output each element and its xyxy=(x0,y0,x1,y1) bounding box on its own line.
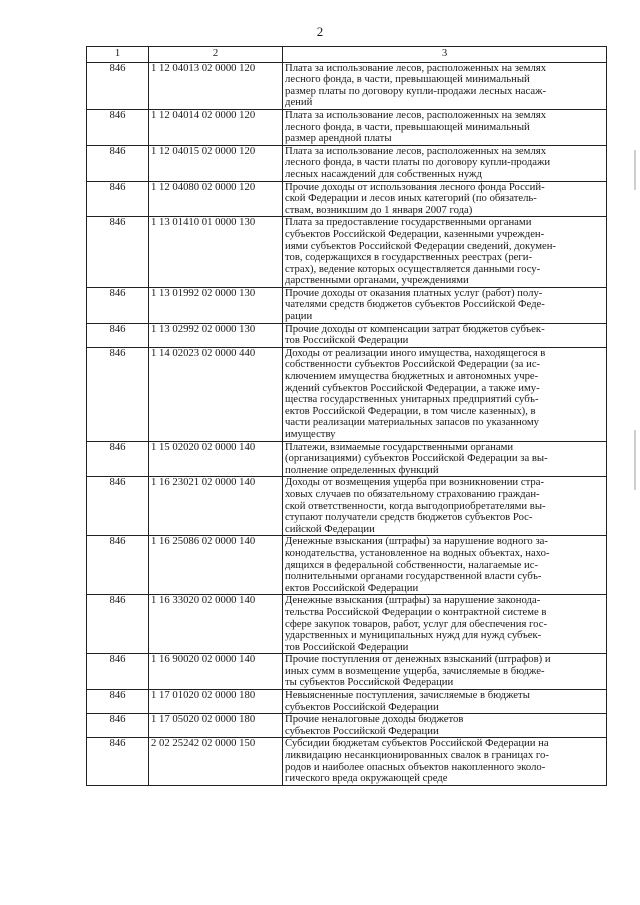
table-row xyxy=(87,738,607,785)
agency-code-cell: 846 xyxy=(87,654,149,690)
page-number: 2 xyxy=(316,24,324,39)
budget-classification-code-cell: 1 12 04014 02 0000 120 xyxy=(149,109,283,145)
scan-edge-mark xyxy=(634,430,636,490)
revenue-description-cell xyxy=(283,738,607,785)
agency-code-cell: 846 xyxy=(87,109,149,145)
agency-code-cell: 846 xyxy=(87,714,149,738)
revenue-description-cell xyxy=(283,323,607,347)
revenue-description-cell xyxy=(283,595,607,654)
agency-code-cell: 846 xyxy=(87,287,149,323)
description-line: ской Федерации и лесов иных категорий (по обязатель- xyxy=(285,192,537,205)
description-line: конодательства, установленное на водных объектах, нахо- xyxy=(285,546,550,559)
revenue-description-cell xyxy=(283,181,607,217)
revenue-description-cell xyxy=(283,109,607,145)
description-line: Прочие доходы от оказания платных услуг (работ) полу- xyxy=(285,286,543,299)
description-line: дящихся в федеральной собственности, налагаемые ис- xyxy=(285,558,539,571)
table-row xyxy=(87,595,607,654)
budget-classification-code-cell: 1 15 02020 02 0000 140 xyxy=(149,441,283,477)
description-line: Прочие доходы от использования лесного фонда Россий- xyxy=(285,180,545,193)
description-line: полнение определенных функций xyxy=(285,463,439,476)
agency-code-cell: 846 xyxy=(87,536,149,595)
description-line: лесного фонда, в части, превышающей минимальный xyxy=(285,120,530,133)
table-row xyxy=(87,109,607,145)
budget-classification-code-cell: 1 16 23021 02 0000 140 xyxy=(149,477,283,536)
description-line: гического вреда окружающей среде xyxy=(285,772,448,785)
table-header-row xyxy=(87,47,607,63)
scan-edge-mark xyxy=(634,150,636,190)
agency-code-cell: 846 xyxy=(87,595,149,654)
revenue-description-cell xyxy=(283,62,607,109)
revenue-description-cell xyxy=(283,287,607,323)
description-line: субъектов Российской Федерации, казенными учрежден- xyxy=(285,227,545,240)
agency-code-cell: 846 xyxy=(87,181,149,217)
description-line: тов Российской Федерации xyxy=(285,640,409,653)
description-line: щества государственных унитарных предприятий субъ- xyxy=(285,393,539,406)
budget-classification-code-cell: 1 17 05020 02 0000 180 xyxy=(149,714,283,738)
budget-classification-code-cell: 1 16 25086 02 0000 140 xyxy=(149,536,283,595)
description-line: сфере закупок товаров, работ, услуг для обеспечения гос- xyxy=(285,617,548,630)
description-line: ствам, возникшим до 1 января 2007 года) xyxy=(285,203,473,216)
budget-classification-code-cell: 1 12 04015 02 0000 120 xyxy=(149,145,283,181)
description-line: субъектов Российской Федерации xyxy=(285,724,439,737)
revenue-description-cell xyxy=(283,217,607,288)
description-line: Невыясненные поступления, зачисляемые в бюджеты xyxy=(285,689,530,702)
description-line: иями субъектов Российской Федерации сведений, докумен- xyxy=(285,239,556,252)
agency-code-cell: 846 xyxy=(87,347,149,441)
column-header: 1 xyxy=(87,47,149,63)
budget-classification-code-cell: 1 12 04013 02 0000 120 xyxy=(149,62,283,109)
description-line: Плата за использование лесов, расположенных на землях xyxy=(285,108,547,121)
table-row xyxy=(87,714,607,738)
description-line: (организациями) субъектов Российской Федерации за вы- xyxy=(285,452,548,465)
description-line: Прочие неналоговые доходы бюджетов xyxy=(285,713,464,726)
description-line: Плата за использование лесов, расположенных на землях xyxy=(285,144,547,157)
description-line: тельства Российской Федерации о контрактной системе в xyxy=(285,605,547,618)
budget-classification-code-cell: 1 12 04080 02 0000 120 xyxy=(149,181,283,217)
table-row xyxy=(87,181,607,217)
revenue-description-cell xyxy=(283,536,607,595)
budget-classification-code-cell: 2 02 25242 02 0000 150 xyxy=(149,738,283,785)
description-line: лесного фонда, в части, превышающей минимальный xyxy=(285,73,530,86)
table-row xyxy=(87,690,607,714)
revenue-description-cell xyxy=(283,654,607,690)
description-line: лесных насаждений для собственных нужд xyxy=(285,167,482,180)
description-line: ской ответственности, когда выгодоприобретателями вы- xyxy=(285,499,546,512)
description-line: сийской Федерации xyxy=(285,522,375,535)
description-line: дений xyxy=(285,96,313,109)
revenue-description-cell xyxy=(283,690,607,714)
table-row xyxy=(87,62,607,109)
agency-code-cell: 846 xyxy=(87,62,149,109)
table-row xyxy=(87,477,607,536)
agency-code-cell: 846 xyxy=(87,323,149,347)
description-line: субъектов Российской Федерации xyxy=(285,700,439,713)
table-row xyxy=(87,217,607,288)
description-line: размер арендной платы xyxy=(285,132,392,145)
agency-code-cell: 846 xyxy=(87,145,149,181)
agency-code-cell: 846 xyxy=(87,217,149,288)
agency-code-cell: 846 xyxy=(87,477,149,536)
budget-classification-code-cell: 1 13 01410 01 0000 130 xyxy=(149,217,283,288)
description-line: Прочие поступления от денежных взысканий (штрафов) и xyxy=(285,653,551,666)
table-row xyxy=(87,287,607,323)
budget-codes-table xyxy=(86,46,607,786)
agency-code-cell: 846 xyxy=(87,738,149,785)
table-row xyxy=(87,654,607,690)
column-header: 2 xyxy=(149,47,283,63)
revenue-description-cell xyxy=(283,714,607,738)
budget-classification-code-cell: 1 13 01992 02 0000 130 xyxy=(149,287,283,323)
description-line: чателями средств бюджетов субъектов Российской Феде- xyxy=(285,298,545,311)
column-header: 3 xyxy=(283,47,607,63)
budget-classification-code-cell: 1 13 02992 02 0000 130 xyxy=(149,323,283,347)
description-line: ховых случаев по обязательному страхованию граждан- xyxy=(285,487,540,500)
revenue-description-cell xyxy=(283,477,607,536)
revenue-description-cell xyxy=(283,441,607,477)
description-line: Денежные взыскания (штрафы) за нарушение законода- xyxy=(285,594,541,607)
description-line: части реализации материальных запасов по указанному xyxy=(285,416,540,429)
table-row xyxy=(87,536,607,595)
description-line: дарственными органами, учреждениями xyxy=(285,274,469,287)
description-line: Денежные взыскания (штрафы) за нарушение водного за- xyxy=(285,535,548,548)
table-row xyxy=(87,145,607,181)
description-line: иных сумм в возмещение ущерба, зачисляемые в бюдже- xyxy=(285,664,545,677)
description-line: Платежи, взимаемые государственными органами xyxy=(285,440,514,453)
agency-code-cell: 846 xyxy=(87,690,149,714)
description-line: собственности субъектов Российской Федерации (за ис- xyxy=(285,358,541,371)
table-row xyxy=(87,441,607,477)
description-line: ектов Российской Федерации, в том числе казенных), в xyxy=(285,404,536,417)
revenue-description-cell xyxy=(283,145,607,181)
description-line: имуществу xyxy=(285,428,336,440)
budget-classification-code-cell: 1 16 33020 02 0000 140 xyxy=(149,595,283,654)
budget-classification-code-cell: 1 17 01020 02 0000 180 xyxy=(149,690,283,714)
description-line: ударственных и муниципальных нужд для нужд субъек- xyxy=(285,629,542,642)
description-line: Субсидии бюджетам субъектов Российской Федерации на xyxy=(285,737,549,750)
description-line: страх), ведение которых осуществляется данными госу- xyxy=(285,262,541,275)
description-line: ектов Российской Федерации xyxy=(285,581,419,594)
description-line: Доходы от реализации иного имущества, находящегося в xyxy=(285,346,546,359)
description-line: Плата за предоставление государственными органами xyxy=(285,216,532,229)
agency-code-cell: 846 xyxy=(87,441,149,477)
description-line: ты субъектов Российской Федерации xyxy=(285,676,454,689)
description-line: Прочие доходы от компенсации затрат бюджетов субъек- xyxy=(285,322,545,335)
description-line: размер платы по договору купли-продажи лесных насаж- xyxy=(285,84,547,97)
budget-classification-code-cell: 1 14 02023 02 0000 440 xyxy=(149,347,283,441)
description-line: полнительными органами государственной власти субъ- xyxy=(285,570,542,583)
description-line: лесного фонда, в части платы по договору купли-продажи xyxy=(285,156,551,169)
revenue-description-cell xyxy=(283,347,607,441)
description-line: Плата за использование лесов, расположенных на землях xyxy=(285,61,547,74)
table-row xyxy=(87,347,607,441)
description-line: тов, содержащихся в государственных реестрах (реги- xyxy=(285,251,533,264)
description-line: тов Российской Федерации xyxy=(285,334,409,347)
table-row xyxy=(87,323,607,347)
description-line: ждений субъектов Российской Федерации, а также иму- xyxy=(285,381,540,394)
description-line: ликвидацию несанкционированных свалок в границах го- xyxy=(285,749,549,762)
budget-classification-code-cell: 1 16 90020 02 0000 140 xyxy=(149,654,283,690)
description-line: ключением имущества бюджетных и автономных учре- xyxy=(285,370,539,383)
description-line: Доходы от возмещения ущерба при возникновении стра- xyxy=(285,476,545,489)
description-line: рации xyxy=(285,310,313,323)
description-line: ступают получатели средств бюджетов субъектов Рос- xyxy=(285,511,533,524)
description-line: родов и наиболее опасных объектов накопленного эколо- xyxy=(285,760,546,773)
